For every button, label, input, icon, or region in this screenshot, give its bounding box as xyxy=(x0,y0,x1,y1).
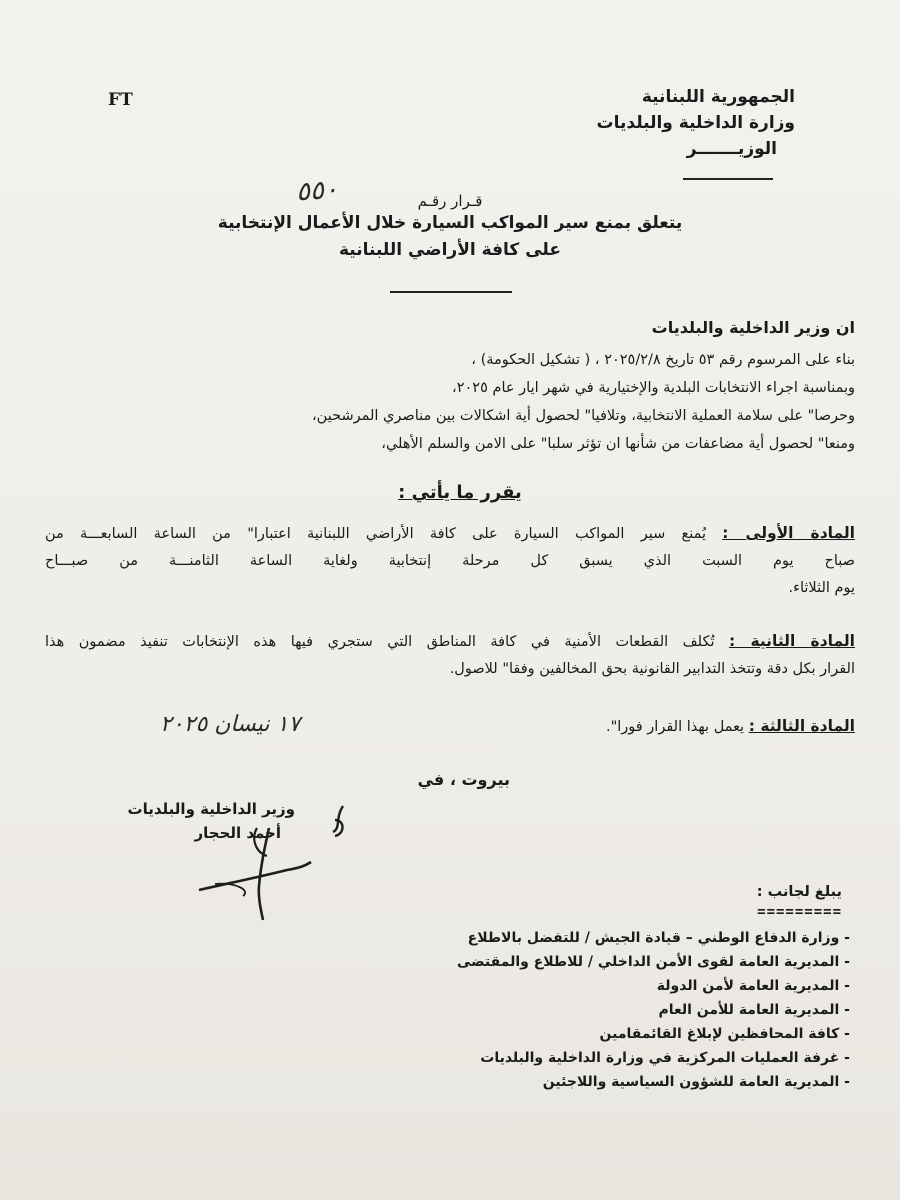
article-first-text2: صباح يوم السبت الذي يسبق كل مرحلة إنتخابية ولغاية الساعة الثامنـــة من صبـــاح xyxy=(45,553,855,569)
cc-item: - المديرية العامة للأمن العام xyxy=(350,998,850,1022)
cc-item: - غرفة العمليات المركزية في وزارة الداخلية والبلديات xyxy=(350,1046,850,1070)
article-second-text2: القرار بكل دقة وتتخذ التدابير القانونية بحق المخالفين وفقا" للاصول. xyxy=(449,661,855,677)
article-second-line1 xyxy=(45,628,855,656)
decision-title-line2: على كافة الأراضي اللبنانية xyxy=(339,240,561,260)
cc-item: - المديرية العامة لأمن الدولة xyxy=(350,974,850,998)
article-third-text: يعمل بهذا القرار فورا". xyxy=(605,719,745,735)
article-second xyxy=(45,628,855,683)
preamble-line: وبمناسبة اجراء الانتخابات البلدية والإختيارية في شهر ايار عام ٢٠٢٥، xyxy=(452,380,855,396)
decision-title-block xyxy=(200,192,700,264)
signatory-title: وزير الداخلية والبلديات xyxy=(127,800,295,818)
cc-item: - كافة المحافظين لإبلاغ القائمقامين xyxy=(350,1022,850,1046)
minister-office: الوزيـــــــر xyxy=(686,139,777,159)
preamble xyxy=(155,346,855,458)
handwritten-decision-number: ٥٥٠ xyxy=(295,174,339,208)
cc-item: - المديرية العامة لقوى الأمن الداخلي / للاطلاع والمقتضى xyxy=(350,950,850,974)
article-third-label: المادة الثالثة : xyxy=(748,717,855,735)
header-divider xyxy=(683,178,773,180)
article-second-text1: تُكلف القطعات الأمنية في كافة المناطق التي ستجري فيها هذه الإنتخابات تنفيذ مضمون هذا xyxy=(45,634,715,650)
minister-intro: ان وزير الداخلية والبلديات xyxy=(651,318,855,337)
cc-item: - وزارة الدفاع الوطني – قيادة الجيش / للتفضل بالاطلاع xyxy=(350,926,850,950)
signatory-name: أحمد الحجار xyxy=(194,824,281,842)
preamble-line: وحرصا" على سلامة العملية الانتخابية، وتلافيا" لحصول أية اشكالات بين مناصري المرشحين، xyxy=(312,408,855,424)
cc-separator: ========= xyxy=(757,904,842,920)
place-of-signing: بيروت ، في xyxy=(417,770,510,789)
title-divider xyxy=(390,291,512,293)
article-first-text3: يوم الثلاثاء. xyxy=(788,580,855,596)
article-first-text1: يُمنع سير المواكب السيارة على كافة الأراضي اللبنانية اعتبارا" من الساعة السابعـــة من xyxy=(45,526,706,542)
decision-label: قـرار رقـم xyxy=(417,192,483,210)
corner-mark: FT xyxy=(108,90,133,110)
article-second-label: المادة الثانية : xyxy=(729,632,855,650)
decides-heading: يقرر ما يأتي : xyxy=(398,482,522,503)
decision-title-line1: يتعلق بمنع سير المواكب السيارة خلال الأعمال الإنتخابية xyxy=(217,213,683,233)
preamble-line: ومنعا" لحصول أية مضاعفات من شأنها ان تؤثر سلبا" على الامن والسلم الأهلي، xyxy=(381,436,855,452)
cc-item: - المديرية العامة للشؤون السياسية واللاجئين xyxy=(350,1070,850,1094)
article-first xyxy=(45,520,855,602)
letterhead xyxy=(535,84,795,162)
handwritten-date: ١٧ نيسان ٢٠٢٥ xyxy=(160,712,301,737)
republic-name: الجمهورية اللبنانية xyxy=(641,87,795,107)
cc-list xyxy=(350,926,850,1094)
preamble-line: بناء على المرسوم رقم ٥٣ تاريخ ٢٠٢٥/٢/٨ ، ( تشكيل الحكومة) ، xyxy=(471,352,855,368)
ministry-name: وزارة الداخلية والبلديات xyxy=(596,113,795,133)
article-first-line1 xyxy=(45,520,855,548)
handwritten-signature xyxy=(195,798,355,928)
cc-title: يبلغ لجانب : xyxy=(756,884,842,900)
article-first-label: المادة الأولى : xyxy=(722,524,855,542)
